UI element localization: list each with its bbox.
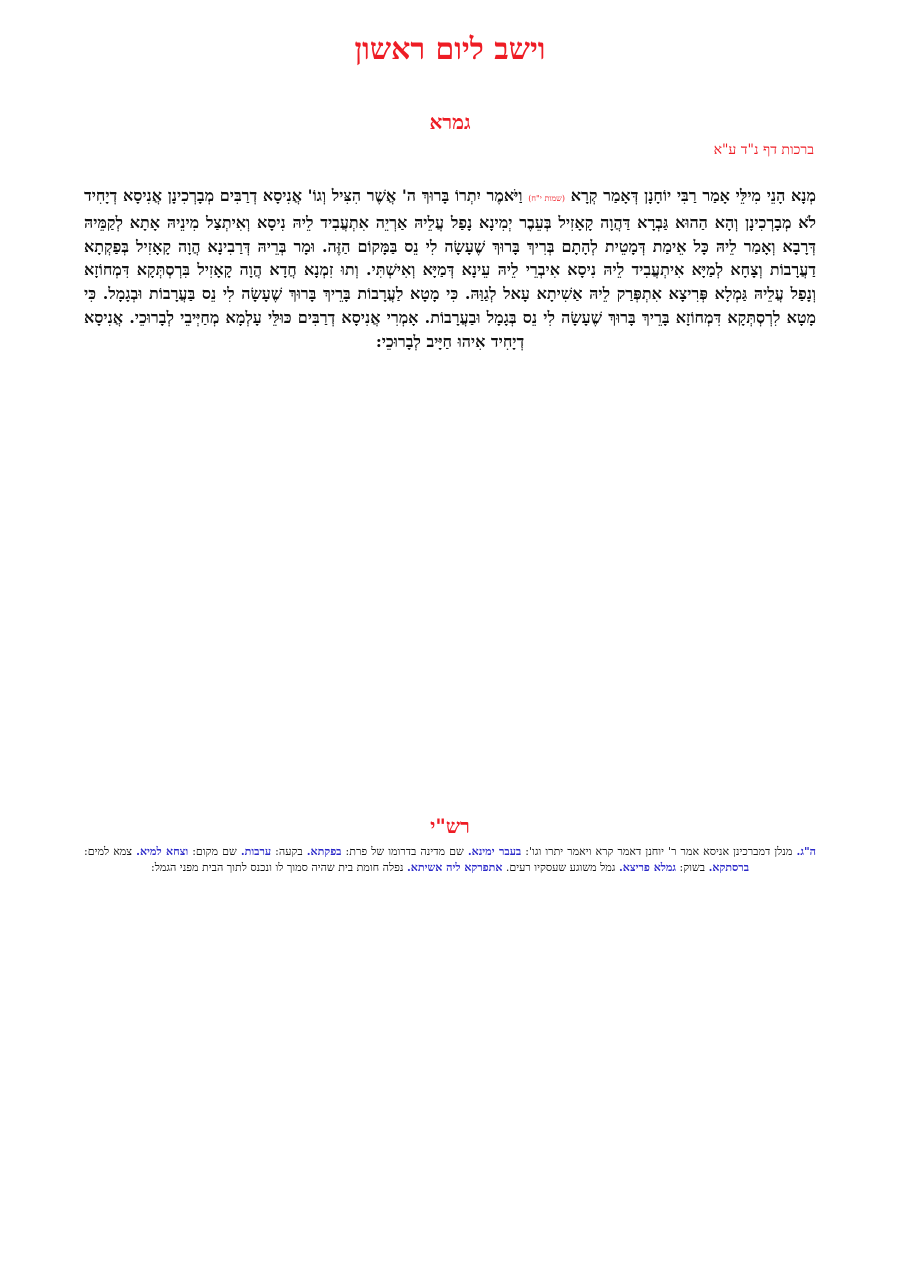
rashi-comment: גמל משוגע שעסקיו רעים. <box>502 861 619 874</box>
rashi-dibbur-hamatchil: ערבות. <box>240 845 272 858</box>
rashi-comment: בקעה: <box>271 845 307 858</box>
rashi-dibbur-hamatchil: בפקתא. <box>306 845 342 858</box>
rashi-dibbur-hamatchil: גמלא פריצא. <box>618 861 677 874</box>
rashi-heading: רש"י <box>430 814 470 838</box>
source-note: (שמות י"ח) <box>528 194 565 203</box>
gemara-body <box>84 184 816 354</box>
gemara-heading: גמרא <box>429 110 471 134</box>
rashi-body <box>84 844 816 876</box>
rashi-comment: שם מקום: <box>188 845 241 858</box>
rashi-comment: שם מדינה בדרומו של פרת: <box>341 845 468 858</box>
rashi-dibbur-hamatchil: ברסתקא. <box>708 861 750 874</box>
rashi-comment: צמא למים: <box>84 845 137 858</box>
rashi-comment: מנלן דמברכינן אניסא אמר ר' יוחנן דאמר קרא ויאמר יתרו וגו': <box>521 845 797 858</box>
page-title: וישב ליום ראשון <box>354 32 546 67</box>
rashi-comment: בשוק: <box>676 861 709 874</box>
daf-reference: ברכות דף נ"ד ע"א <box>713 142 814 158</box>
rashi-dibbur-hamatchil: ה"ג. <box>796 845 817 858</box>
gemara-text-part-1: מְנָא הָנֵי מִילֵּי אָמַר רַבִּי יוֹחָנָן דְּאָמַר קְרָא <box>570 186 816 205</box>
gemara-text-part-2: וַיֹּאמֶר יִתְרוֹ בָּרוּךְ ה' אֲשֶׁר הִצִּיל וְגוֹ' אֲנִיסָא דְרַבִּים מְבָרְכִינָן אֲנִיסָא דְיָחִיד לֹא מְבָרְכִינָן וְהָא הַהוּא גַּבְרָא דַּהֲוָה קָאָזִיל בְּעֵבֶר יְמִינָא נָפַל עֲלֵיהּ אַרְיֵה אִתְעֲבִיד לֵיהּ נִיסָא וְאִיתְצַל מִינֵיהּ אָתָא לְקַמֵּיהּ דְּרָבָא וְאָמַר לֵיהּ כָּל אֵימַת דְּמָטֵית לְהָתָם בְּרִיךְ בָּרוּךְ שֶׁעָשָׂה לִי נֵס בַּמָּקוֹם הַזֶּה. וּמָר בְּרֵיהּ דְּרַבִינָא הֲוָה קָאָזִיל בְּפַקְתָא דַעֲרָבוֹת וְצָחָא לְמַיָּא אִיתְעֲבִיד לֵיהּ נִיסָא אִיבְרֵי לֵיהּ עֵינָא דְּמַיָּא וְאִישְׁתִּי. וְתוּ זִמְנָא חֲדָא הֲוָה קָאָזִיל בִּרְסְתְּקָא דִּמְחוֹזָא וְנָפַל עֲלֵיהּ גַּמְלָא פְּרִיצָא אִתְפְּרַק לֵיהּ אַשִׁיתָא עָאל לְגַוַּהּ. כִּי מָטָא לַעֲרָבוֹת בָּרֵיךְ בָּרוּךְ שֶׁעָשָׂה לִי נֵס בַּעֲרָבוֹת וּבְגָמָל. כִּי מָטָא לִרְסְתְּקָא דִּמְחוֹזָא בָּרֵיךְ בָּרוּךְ שֶׁעָשָׂה לִי נֵס בְּגָמָל וּבַעֲרָבוֹת. אָמְרִי אֲנִיסָא דְרַבִּים כּוּלֵּי עָלְמָא מְחַיְּיבֵי לְבָרוּכֵי. אֲנִיסָא דְיָחִיד אִיהוּ חַיָּיב לְבָרוּכֵי: <box>84 186 817 351</box>
rashi-dibbur-hamatchil: אתפרקא ליה אשיתא. <box>406 861 503 874</box>
rashi-dibbur-hamatchil: וצחא למיא. <box>136 845 189 858</box>
rashi-dibbur-hamatchil: בעבר ימינא. <box>467 845 522 858</box>
rashi-comment: נפלה חומת בית שהיה סמוך לו ונכנס לתוך הבית מפני הגמל: <box>150 861 407 874</box>
